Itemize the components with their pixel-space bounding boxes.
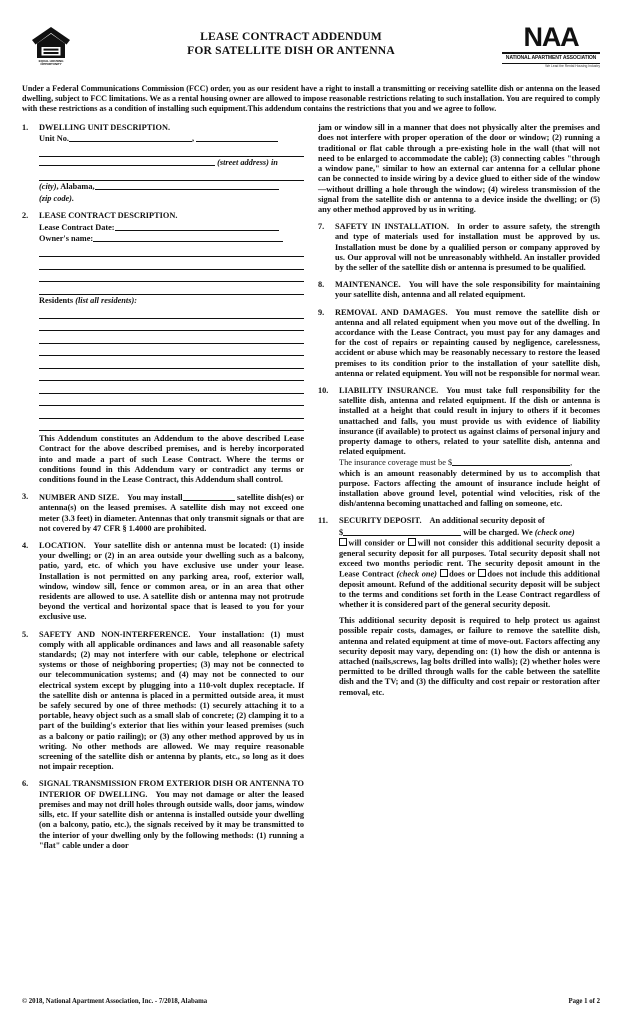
check-one-label-1: (check one) <box>534 527 575 537</box>
clause-11-security-deposit <box>318 516 600 697</box>
clause-7-text: In order to assure safety, the strength and type of materials used for installation must be approved by us. Installation must be done by a qualilied person or company approved by us. Our approval will not be unreasonably withheld. An installer provided by the seller of the satellite dish or antenna is presumed to be qualified. <box>335 222 600 272</box>
clause-6-heading: SIGNAL TRANSMISSION FROM EXTERIOR DISH OR ANTENNA TO INTERIOR OF DWELLING. <box>39 779 304 799</box>
clause-6-number: 6. <box>22 779 29 789</box>
clause-9-text: You must remove the satellite dish or antenna and all related equipment when you move out of the dwelling. In accordance with the Lease Contract, you must pay for any damages and for the cost of repairs or repainting caused by negligence, carelessness, accident or abuse which may be reasonably necessary to restore the leased premises to its condition prior to the installation of your satellite dish, antenna or related equipment. You will not be responsible for normal wear. <box>335 307 600 378</box>
residents-hint: (list all residents): <box>75 295 137 305</box>
security-deposit-amount-input[interactable] <box>343 527 461 536</box>
clause-4-number: 4. <box>22 541 29 551</box>
unit-no-row: Unit No. , <box>39 133 304 145</box>
clause-5-body <box>39 630 304 773</box>
clause-1-dwelling-unit-description <box>22 123 304 204</box>
clause-8-maintenance <box>318 280 600 300</box>
owner-blank-line[interactable] <box>39 270 304 283</box>
checkbox-will-consider[interactable] <box>339 538 347 546</box>
naa-rule <box>502 52 600 54</box>
address-blank-line-2[interactable] <box>39 169 304 182</box>
unit-extra-input[interactable] <box>196 133 278 142</box>
lease-contract-date-label: Lease Contract Date: <box>39 222 115 232</box>
street-address-input[interactable] <box>39 157 215 166</box>
clause-2-heading: LEASE CONTRACT DESCRIPTION. <box>39 211 178 221</box>
clause-6-continuation <box>318 123 600 215</box>
clause-10-liability-insurance <box>318 386 600 509</box>
document-header <box>22 24 600 78</box>
owner-name-row <box>39 233 304 245</box>
resident-blank-line[interactable] <box>39 331 304 344</box>
clause-11-final-paragraph: This additional security deposit is required to help protect us against possible repair costs, damages, or failure to remove the satellite dish, antenna and related equipment at time of move-out. Factors affecting any security deposit may vary, depending on: (1) how the dish or antenna is attached (nails,screws, lag bolts drilled into walls); (2) whether holes were permitted to be drilled through walls for the cable between the satellite dish and the TV; and (3) the difficulty and cost repair or restoration after removal, etc. <box>339 616 600 697</box>
unit-no-label: Unit No. <box>39 134 69 144</box>
clause-3-number-and-size <box>22 492 304 534</box>
clause-7-safety-in-installation <box>318 222 600 273</box>
naa-logo <box>502 24 600 68</box>
clause-3-text-after: satellite dish(es) or antenna(s) on the leased premises. A satellite dish may not exceed one meter (3.3 feet) in diameter. Antennas that only transmit signals or that are not covered by 47 CFR § 1.4000 are prohibited. <box>39 493 304 533</box>
resident-blank-line[interactable] <box>39 344 304 357</box>
clause-8-heading: MAINTENANCE. <box>335 280 401 290</box>
residents-label: Residents <box>39 295 74 305</box>
clause-9-removal-and-damages <box>318 308 600 379</box>
clause-3-number: 3. <box>22 492 29 502</box>
clause-8-number: 8. <box>318 280 325 290</box>
street-address-row <box>39 157 304 169</box>
dish-count-input[interactable] <box>183 492 235 501</box>
unit-no-input[interactable] <box>69 133 192 142</box>
security-deposit-dollar-sign: $ <box>339 527 344 537</box>
title-line-2: FOR SATELLITE DISH OR ANTENNA <box>187 43 395 57</box>
city-row <box>39 181 304 193</box>
clause-4-heading: LOCATION. <box>39 541 86 551</box>
residents-row <box>39 295 304 307</box>
naa-subtitle: NATIONAL APARTMENT ASSOCIATION <box>505 55 597 62</box>
clause-2-lease-contract-description <box>22 211 304 431</box>
checkbox-does-not-include[interactable] <box>478 569 486 577</box>
copyright-notice: © 2018, National Apartment Association, Inc. - 7/2018, Alabama <box>22 998 208 1005</box>
checkbox-does-include[interactable] <box>440 569 448 577</box>
clause-4-body <box>39 541 304 623</box>
owner-blank-line[interactable] <box>39 257 304 270</box>
resident-blank-line[interactable] <box>39 369 304 382</box>
clause-10-text-part2: which is an amount reasonably determined by us to accomplish that purpose. Factors affecting the amount of insurance include height of installation above ground level, potential wind velocities, risk of the dish/antenna becoming unattached and falling on someone, etc. <box>339 468 600 509</box>
clause-6-signal-transmission <box>22 779 304 850</box>
clause-2-number: 2. <box>22 211 29 221</box>
clause-3-heading: NUMBER AND SIZE. <box>39 493 120 503</box>
clause-11-intro-text: An additional security deposit of <box>429 516 545 526</box>
clause-7-body <box>335 222 600 273</box>
address-blank-line-1[interactable] <box>39 145 304 158</box>
owner-name-input[interactable] <box>93 233 283 242</box>
clause-6-text: You may not damage or alter the leased premises and may not drill holes through outside walls, door jams, window sills, etc. If your satellite dish or antenna is installed outside your dwelling (on a balcony, patio, etc.), the signals received by it may be transmitted to the interior of your dwelling only by the following methods: (1) running a "flat" cable under a door <box>39 789 304 850</box>
zip-code-label: (zip code). <box>39 193 75 203</box>
clause-10-text-part1: You must take full responsibility for the satellite dish, antenna and related equipment. If the dish or antenna is installed at a height that could result in injury to others if it becomes unattached and falls, you must provide us with evidence of liability insurance (if available) to protect us against claims of personal injury and property damage to others, related to your satellite dish, antenna and related equipment. <box>339 385 601 457</box>
option-will-not-consider: will not consider this additional security deposit a general security deposit for all purposes. Total security deposit shall not exceed two months periodic rent. The security deposit amount in the Lease Contract <box>339 538 600 579</box>
addendum-control-note: This Addendum constitutes an Addendum to the above described Lease Contract for the above described premises, and is hereby incorporated into and made a part of such Lease Contract. Where the terms or conditions found in this Addendum vary or contradict any terms or conditions found in the Lease Contract, this Addendum shall control. <box>39 434 304 484</box>
naa-tagline: We Lead the Rental Housing Industry <box>545 64 600 69</box>
page-number: Page 1 of 2 <box>568 998 600 1005</box>
clause-1-heading: DWELLING UNIT DESCRIPTION. <box>39 123 171 133</box>
clause-11-after-blank: will be charged. We <box>463 527 533 537</box>
naa-wordmark: NAA <box>523 22 579 52</box>
clause-11-heading: SECURITY DEPOSIT. <box>339 516 422 526</box>
resident-blank-line[interactable] <box>39 381 304 394</box>
resident-blank-line[interactable] <box>39 306 304 319</box>
lease-contract-date-input[interactable] <box>115 222 279 231</box>
lease-contract-date-row <box>39 222 304 234</box>
clause-5-text: Your installation: (1) must comply with all applicable ordinances and laws and all reasonable safety standards; (2) may not interfere with our cable, telephone or electrical systems or those of neighboring properties; (3) may not be connected to our telecommunication systems; and (4) may not be connected to our electrical system except by plugging into a 110-volt duplex receptacle. If the satellite dish or antenna is placed in a permitted outside area, it must be safely secured by one of three methods: (1) securely attaching it to a portable, heavy object such as a small slab of concrete; (2) clamping it to a part of the building's exterior that lies within your leased premises (such as a balcony or patio railing); or (3) any other method approved by us in writing. No other methods are allowed. We may require reasonable screening of the satellite dish or antenna by plants, etc., so long as it does not impair reception. <box>39 629 304 772</box>
checkbox-will-not-consider[interactable] <box>408 538 416 546</box>
clause-10-number: 10. <box>318 385 329 395</box>
owner-blank-line[interactable] <box>39 245 304 258</box>
option-will-consider: will consider or <box>348 538 406 548</box>
clause-10-heading: LIABILITY INSURANCE. <box>339 385 439 395</box>
clause-6-body <box>39 779 304 850</box>
street-address-label: (street address) in <box>217 158 278 168</box>
resident-blank-line[interactable] <box>39 406 304 419</box>
clause-11-number: 11. <box>318 516 328 526</box>
clause-11-body <box>339 516 600 697</box>
equal-housing-opportunity-caption: EQUAL HOUSING OPPORTUNITY <box>38 59 64 67</box>
clause-7-heading: SAFETY IN INSTALLATION. <box>335 222 449 232</box>
equal-housing-opportunity-logo <box>22 24 80 67</box>
right-column <box>318 123 600 958</box>
clause-5-heading: SAFETY AND NON-INTERFERENCE. <box>39 629 191 639</box>
check-one-label-2: (check one) <box>396 569 437 579</box>
insurance-coverage-input[interactable] <box>452 457 570 466</box>
intro-paragraph: Under a Federal Communications Commission (FCC) order, you as our resident have a right to install a transmitting or receiving satellite dish or antenna on the leased dwelling, subject to FCC limitations. We as a rental housing owner are allowed to impose reasonable restrictions relating to such installation. You are required to comply with these restrictions as a condition of installing such equipment.This addendum contains the restrictions that you and we agree to follow. <box>22 84 600 114</box>
clause-5-number: 5. <box>22 629 29 639</box>
title-line-1: LEASE CONTRACT ADDENDUM <box>200 30 382 43</box>
clause-3-body <box>39 492 304 534</box>
clause-10-body: LIABILITY INSURANCE. You must take full responsibility for the satellite dish, antenna and related equipment. If the dish or antenna is installed at a height that could result in injury to others if it becomes unattached and falls, you must provide us with evidence of liability insurance (if available) to protect us against claims of personal injury and property damage to others, related to your satellite dish, antenna and related equipment. The insurance coverage must be $ , which is an amount reasonably determined by us to accomplish that purpose. Factors affecting the amount of insurance include height of installation above ground level, potential wind velocities, risk of the dish/antenna becoming unattached and falling on someone, etc. <box>339 385 601 509</box>
equal-housing-opportunity-icon <box>31 26 71 59</box>
owner-name-label: Owner's name: <box>39 234 94 244</box>
document-footer <box>22 998 600 1006</box>
option-does: does or <box>449 569 476 579</box>
clause-8-text: You will have the sole responsibility for maintaining your satellite dish, antenna and all related equipment. <box>335 280 600 300</box>
clause-1-number: 1. <box>22 123 29 133</box>
clause-9-body <box>335 308 600 379</box>
resident-blank-line[interactable] <box>39 394 304 407</box>
owner-blank-line[interactable] <box>39 282 304 295</box>
clause-4-text: Your satellite dish or antenna must be located: (1) inside your dwelling; or (2) in an area outside your dwelling such as a balcony, patio, yard, etc. of which you have exclusive use under your lease. Installation is not permitted on any parking area, roof, exterior wall, window, window sill, fence or common area, or in an area that other residents are allowed to use. A satellite dish or antenna may not protrude beyond the vertical and horizontal space that is leased to you for your exclusive use. <box>39 541 304 622</box>
resident-blank-line[interactable] <box>39 419 304 432</box>
clause-6-continuation-body: jam or window sill in a manner that does not physically alter the premises and does not interfere with proper operation of the door or window; (2) running a traditional or flat cable through a pre-existing hole in the wall (that will not need to be enlarged to accommodate the cable); (3) connecting cables "through a window pane," similar to how an external car antenna for a cellular phone can be connected to inside wiring by a device glued to either side of the window—without drilling a hole through the window; (4) wireless transmission of the signal from the satellite dish or antenna to a device inside the dwelling; or (5) any other method approved by us in writing. <box>318 123 600 214</box>
left-column <box>22 123 304 958</box>
clause-9-heading: REMOVAL AND DAMAGES. <box>335 307 448 317</box>
page-title <box>80 24 502 57</box>
clause-8-body <box>335 280 600 300</box>
clause-3-text-before: You may install <box>127 493 183 503</box>
resident-blank-line[interactable] <box>39 319 304 332</box>
option-does-not: does not include this additional deposit amount. Refund of the additional security deposit will be subject to the terms and conditions set forth in the Lease Contract regardless of whether it is considered part of the general security deposit. <box>339 569 600 610</box>
zip-input[interactable] <box>95 181 279 190</box>
city-label: (city) <box>39 182 57 192</box>
state-label: , Alabama, <box>56 182 95 192</box>
clause-7-number: 7. <box>318 222 325 232</box>
clause-4-location <box>22 541 304 623</box>
two-column-body <box>22 123 600 958</box>
clause-5-safety-and-non-interference <box>22 630 304 773</box>
resident-blank-line[interactable] <box>39 356 304 369</box>
clause-9-number: 9. <box>318 307 325 317</box>
insurance-coverage-label: The insurance coverage must be $ <box>339 458 453 468</box>
